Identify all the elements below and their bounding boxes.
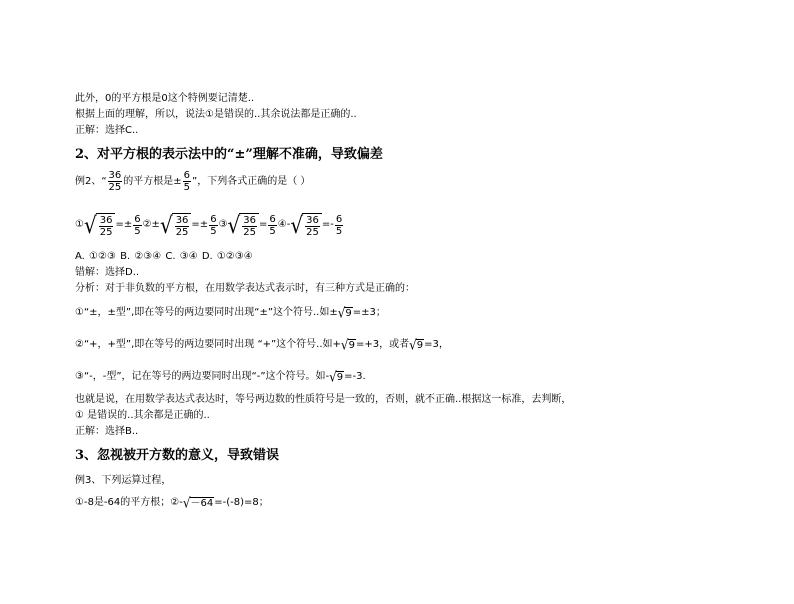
- point-3: [75, 370, 366, 384]
- text: =3，: [424, 339, 449, 350]
- fraction: [268, 214, 276, 237]
- numerator: 6: [335, 213, 343, 225]
- numerator: 36: [175, 214, 189, 226]
- section-heading-2: 2、对平方根的表示法中的“±”理解不准确，导致偏差: [75, 147, 383, 162]
- formula-line: [75, 212, 344, 238]
- text: ①-8是-64的平方根；②-: [75, 497, 183, 508]
- formula-text: ①: [75, 219, 84, 230]
- formula-text: =-: [321, 219, 334, 230]
- text: =+3，或者: [355, 339, 410, 350]
- denominator: 5: [210, 225, 217, 237]
- text: ”，下列各式正确的是（ ）: [192, 175, 311, 187]
- sqrt: √ 9: [340, 336, 355, 354]
- answer-choices: A. ①②③ B. ②③④ C. ③④ D. ①②③④: [75, 251, 253, 262]
- point-1: [75, 306, 386, 320]
- section-heading-3: 3、忽视被开方数的意义，导致错误: [75, 448, 280, 463]
- numerator: 6: [269, 213, 276, 225]
- formula-text: =±: [115, 219, 133, 230]
- formula-text: ②±: [142, 219, 160, 230]
- text: 例2、“: [75, 175, 107, 187]
- formula-text: =±: [191, 219, 209, 230]
- sqrt: √ 9: [409, 336, 424, 354]
- denominator: 25: [108, 182, 122, 193]
- formula-text: ④-: [277, 219, 291, 230]
- example-2-line: [75, 170, 310, 193]
- sqrt: √ $\frac{36}{25}$: [84, 212, 115, 238]
- sqrt: √ $\frac{36}{25}$: [290, 212, 321, 238]
- denominator: 5: [335, 225, 343, 237]
- text: 的平方根是±: [123, 175, 182, 187]
- text: ①“±，±型”,即在等号的两边要同时出现“±”这个符号..如±: [75, 307, 338, 318]
- fraction: [133, 214, 141, 237]
- fraction: [108, 170, 123, 193]
- sqrt: √ $\frac{36}{25}$: [228, 212, 259, 238]
- formula-text: =: [259, 219, 268, 230]
- numerator: 36: [108, 170, 122, 181]
- text: =-3.: [344, 371, 366, 382]
- formula-text: ③: [218, 219, 228, 230]
- text-line: 也就是说，在用数学表达式表达时，等号两边数的性质符号是一致的，否则，就不正确..根据这一标准，去判断，: [75, 394, 572, 405]
- numerator: 6: [134, 213, 141, 225]
- text: ③“-，-型”，记在等号的两边要同时出现“-”这个符号。如-: [75, 371, 330, 382]
- numerator: 36: [243, 214, 257, 226]
- sqrt: √ 9: [337, 304, 352, 322]
- denominator: 25: [175, 226, 189, 238]
- numerator: 6: [183, 170, 191, 181]
- text-line: 正解：选择B..: [75, 426, 139, 437]
- text-line: ① 是错误的..其余都是正确的..: [75, 410, 210, 421]
- text-line: 此外，0的平方根是0这个特例要记清楚..: [75, 93, 255, 104]
- fraction: [209, 214, 217, 237]
- text: =-(-8)=8；: [214, 497, 269, 508]
- text-line: 分析：对于非负数的平方根，在用数学表达式表示时，有三种方式是正确的：: [75, 283, 415, 294]
- text-line: 错解：选择D..: [75, 267, 140, 278]
- example-3-line: [75, 496, 269, 510]
- text-line: 正解：选择C..: [75, 125, 139, 136]
- denominator: 5: [134, 225, 141, 237]
- text-line: 例3、下列运算过程，: [75, 475, 172, 486]
- denominator: 25: [99, 226, 113, 238]
- text-line: 根据上面的理解，所以，说法①是错误的..其余说法都是正确的..: [75, 109, 357, 120]
- sqrt: √ 9: [329, 368, 344, 386]
- text: =±3；: [352, 307, 386, 318]
- denominator: 5: [183, 182, 191, 193]
- denominator: 25: [306, 226, 319, 238]
- denominator: 5: [269, 225, 276, 237]
- numerator: 6: [210, 213, 217, 225]
- text: ②“+，+型”,即在等号的两边要同时出现 “+”这个符号..如+: [75, 339, 341, 350]
- fraction: [183, 170, 191, 193]
- fraction: [335, 214, 343, 237]
- denominator: 25: [243, 226, 257, 238]
- sqrt: √ －64: [182, 494, 214, 512]
- point-2: [75, 338, 449, 352]
- numerator: 36: [306, 214, 319, 226]
- sqrt: √ $\frac{36}{25}$: [160, 212, 191, 238]
- numerator: 36: [99, 214, 113, 226]
